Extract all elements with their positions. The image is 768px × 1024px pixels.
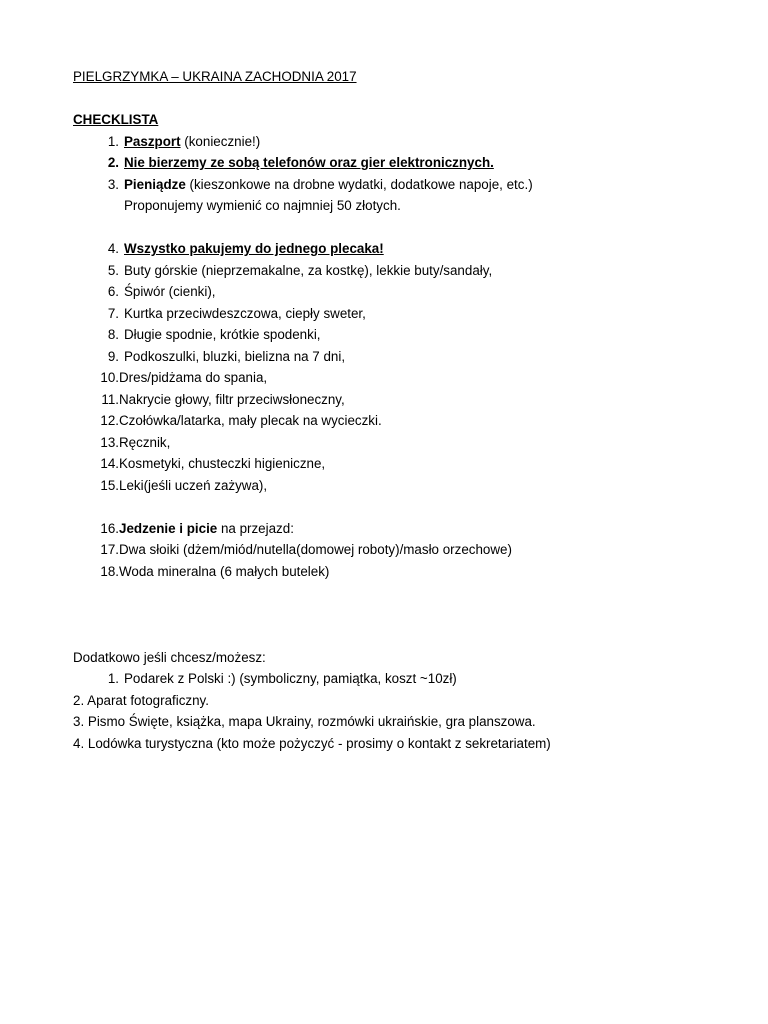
list-item-continuation <box>73 195 713 217</box>
item-number: 1. <box>107 133 119 149</box>
item-text: Wszystko pakujemy do jednego plecaka! <box>124 241 384 256</box>
item-number: 12. <box>100 413 119 428</box>
list-item <box>73 432 713 454</box>
item-text: Nie bierzemy ze sobą telefonów oraz gier elektronicznych. <box>124 155 494 170</box>
item-text: Buty górskie (nieprzemakalne, za kostkę), lekkie buty/sandały, <box>124 262 493 278</box>
list-item <box>73 303 713 325</box>
item-text: Paszport (koniecznie!) <box>124 133 261 149</box>
extra-list-item <box>73 668 713 690</box>
item-number: 15. <box>100 477 119 493</box>
list-item <box>73 475 713 497</box>
item-text: Proponujemy wymienić co najmniej 50 złotych. <box>124 198 401 213</box>
list-item <box>73 238 713 260</box>
extra-list-item: 2. Aparat fotograficzny. <box>73 692 209 708</box>
item-text: Kurtka przeciwdeszczowa, ciepły sweter, <box>124 305 366 321</box>
item-number: 7. <box>107 305 119 321</box>
list-item <box>73 260 713 282</box>
spacer <box>73 88 713 110</box>
list-item <box>73 174 713 196</box>
item-text: Woda mineralna (6 małych butelek) <box>119 563 330 579</box>
item-number <box>73 195 119 217</box>
item-number: 4. <box>107 241 119 256</box>
spacer <box>73 496 713 518</box>
checklist-heading: CHECKLISTA <box>73 112 159 127</box>
extra-list-item: 4. Lodówka turystyczna (kto może pożyczyć - prosimy o kontakt z sekretariatem) <box>73 735 551 751</box>
item-text: Dwa słoiki (dżem/miód/nutella(domowej roboty)/masło orzechowe) <box>119 542 512 557</box>
item-text: Czołówka/latarka, mały plecak na wycieczki. <box>119 413 382 428</box>
item-number: 1. <box>107 671 119 686</box>
item-number: 8. <box>107 327 119 342</box>
item-text: Podarek z Polski :) (symboliczny, pamiątka, koszt ~10zł) <box>124 671 457 686</box>
document-title: PIELGRZYMKA – UKRAINA ZACHODNIA 2017 <box>73 69 357 84</box>
list-item <box>73 389 713 411</box>
list-item <box>73 152 713 174</box>
item-text: Nakrycie głowy, filtr przeciwsłoneczny, <box>119 391 345 407</box>
list-item <box>73 324 713 346</box>
item-text: Śpiwór (cienki), <box>124 284 216 299</box>
list-item <box>73 281 713 303</box>
item-number: 3. <box>107 176 119 192</box>
item-text: Pieniądze (kieszonkowe na drobne wydatki, dodatkowe napoje, etc.) <box>124 176 533 192</box>
item-number: 2. <box>107 155 119 170</box>
list-item <box>73 518 713 540</box>
item-number: 10. <box>100 370 119 385</box>
spacer <box>73 582 713 625</box>
list-item <box>73 131 713 153</box>
item-number: 5. <box>107 262 119 278</box>
item-number: 13. <box>100 434 119 450</box>
list-item <box>73 410 713 432</box>
item-number: 17. <box>100 542 119 557</box>
document-page <box>73 66 713 754</box>
item-text: Jedzenie i picie na przejazd: <box>119 520 294 536</box>
spacer <box>73 625 713 647</box>
item-text: Kosmetyki, chusteczki higieniczne, <box>119 456 326 471</box>
extra-heading: Dodatkowo jeśli chcesz/możesz: <box>73 649 266 665</box>
list-item <box>73 346 713 368</box>
item-number: 14. <box>100 456 119 471</box>
item-text: Leki(jeśli uczeń zażywa), <box>119 477 268 493</box>
spacer <box>73 217 713 239</box>
list-item <box>73 367 713 389</box>
item-number: 18. <box>100 563 119 579</box>
list-item <box>73 561 713 583</box>
extra-list-item: 3. Pismo Święte, książka, mapa Ukrainy, rozmówki ukraińskie, gra planszowa. <box>73 714 536 729</box>
item-number: 6. <box>107 284 119 299</box>
item-text: Dres/pidżama do spania, <box>119 370 268 385</box>
item-number: 11. <box>101 391 119 407</box>
item-number: 9. <box>107 348 119 364</box>
item-text: Ręcznik, <box>119 434 171 450</box>
list-item <box>73 453 713 475</box>
item-text: Długie spodnie, krótkie spodenki, <box>124 327 321 342</box>
list-item <box>73 539 713 561</box>
item-text: Podkoszulki, bluzki, bielizna na 7 dni, <box>124 348 346 364</box>
item-number: 16. <box>100 520 119 536</box>
